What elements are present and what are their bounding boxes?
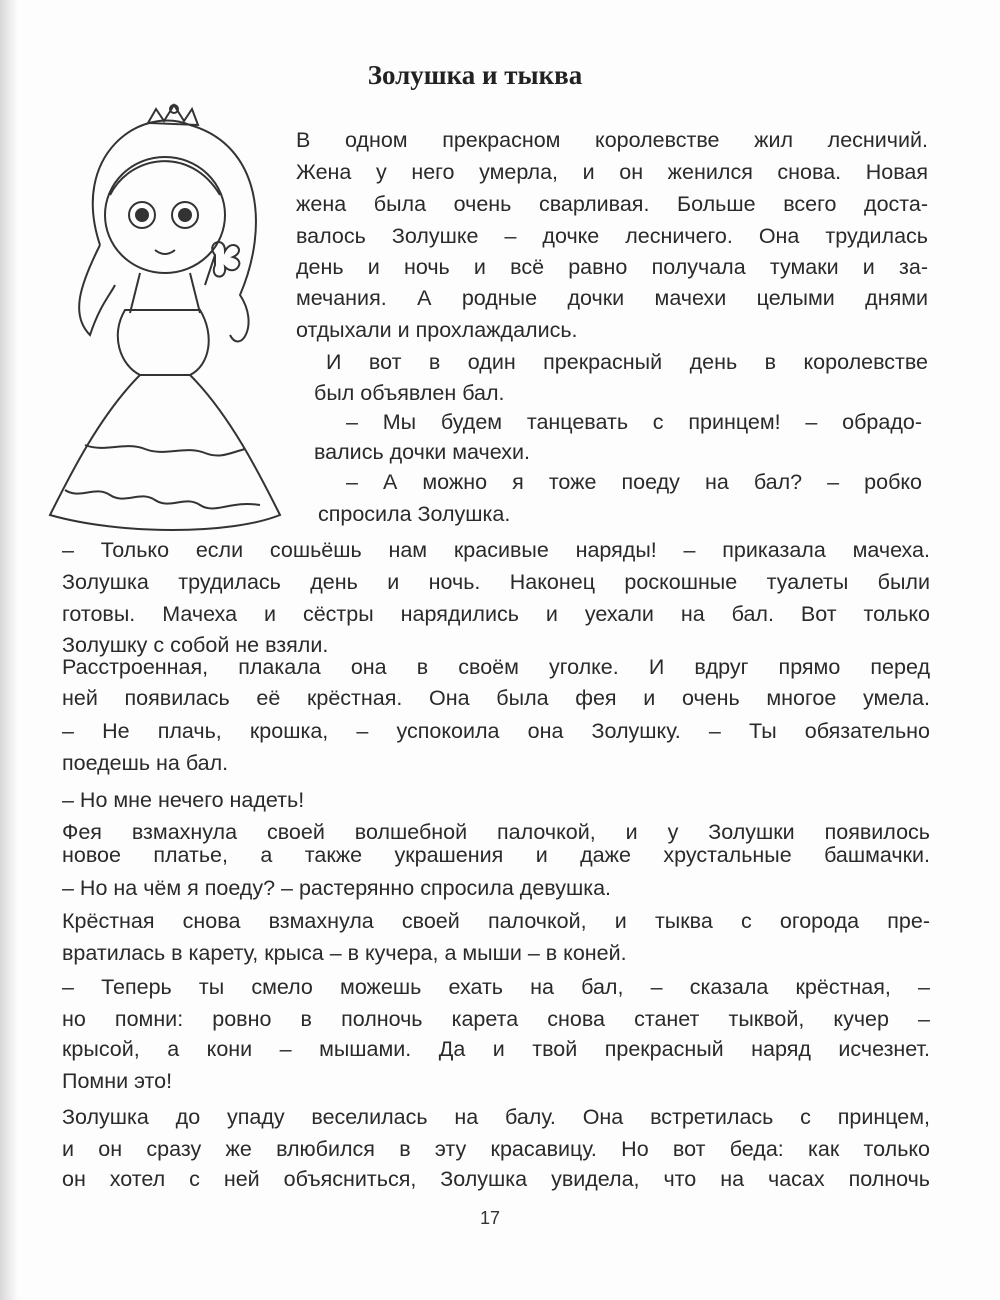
text-line: Золушка до упаду веселилась на балу. Она встретилась с принцем, xyxy=(62,1105,930,1129)
story-title: Золушка и тыква xyxy=(367,60,583,90)
text-line: – А можно я тоже поеду на бал? – робко xyxy=(346,470,922,494)
page-number: 17 xyxy=(479,1208,501,1228)
text-line: Фея взмахнула своей волшебной палочкой, и у Золушки появилось xyxy=(62,820,930,844)
text-line: день и ночь и всё равно получала тумаки и за- xyxy=(296,255,928,279)
text-line: – Но на чём я поеду? – растерянно спросила девушка. xyxy=(62,876,612,900)
text-line: вратилась в карету, крыса – в кучера, а мыши – в коней. xyxy=(62,941,627,965)
text-line: – Но мне нечего надеть! xyxy=(62,788,305,812)
text-line: валось Золушке – дочке лесничего. Она трудилась xyxy=(296,224,928,248)
text-line: Помни это! xyxy=(62,1069,173,1093)
text-line: и он сразу же влюбился в эту красавицу. Но вот беда: как только xyxy=(62,1137,930,1161)
text-line: ней появилась её крёстная. Она была фея и очень многое умела. xyxy=(62,686,930,710)
text-line: Золушку с собой не взяли. xyxy=(62,633,329,657)
text-line: – Не плачь, крошка, – успокоила она Золушку. – Ты обязательно xyxy=(62,719,930,743)
text-line: – Только если сошьёшь нам красивые наряды! – приказала мачеха. xyxy=(62,538,930,562)
text-line: он хотел с ней объясниться, Золушка увидела, что на часах полночь xyxy=(62,1167,930,1191)
text-line: Жена у него умерла, и он женился снова. Новая xyxy=(296,160,928,184)
text-line: спросила Золушка. xyxy=(318,502,511,526)
text-line: мечания. А родные дочки мачехи целыми днями xyxy=(296,286,928,310)
cinderella-illustration xyxy=(30,95,295,535)
text-line: поедешь на бал. xyxy=(62,751,229,775)
text-line: отдыхали и прохлаждались. xyxy=(296,318,578,342)
text-line: но помни: ровно в полночь карета снова станет тыквой, кучер – xyxy=(62,1007,930,1031)
text-line: крысой, а кони – мышами. Да и твой прекрасный наряд исчезнет. xyxy=(62,1037,930,1061)
text-line: И вот в один прекрасный день в королевстве xyxy=(326,350,928,374)
text-line: новое платье, а также украшения и даже хрустальные башмачки. xyxy=(62,843,930,867)
text-line: жена была очень сварливая. Больше всего доста- xyxy=(296,192,928,216)
text-line: вались дочки мачехи. xyxy=(314,440,530,464)
text-line: Крёстная снова взмахнула своей палочкой, и тыква с огорода пре- xyxy=(62,909,930,933)
page-edge-shadow xyxy=(0,0,18,1300)
text-line: Золушка трудилась день и ночь. Наконец роскошные туалеты были xyxy=(62,570,930,594)
text-line: – Теперь ты смело можешь ехать на бал, – сказала крёстная, – xyxy=(62,975,930,999)
text-line: готовы. Мачеха и сёстры нарядились и уехали на бал. Вот только xyxy=(62,602,930,626)
text-line: – Мы будем танцевать с принцем! – обрадо- xyxy=(346,410,922,434)
text-line: Расстроенная, плакала она в своём уголке. И вдруг прямо перед xyxy=(62,655,930,679)
text-line: был объявлен бал. xyxy=(314,381,505,405)
text-line: В одном прекрасном королевстве жил лесничий. xyxy=(296,128,928,152)
